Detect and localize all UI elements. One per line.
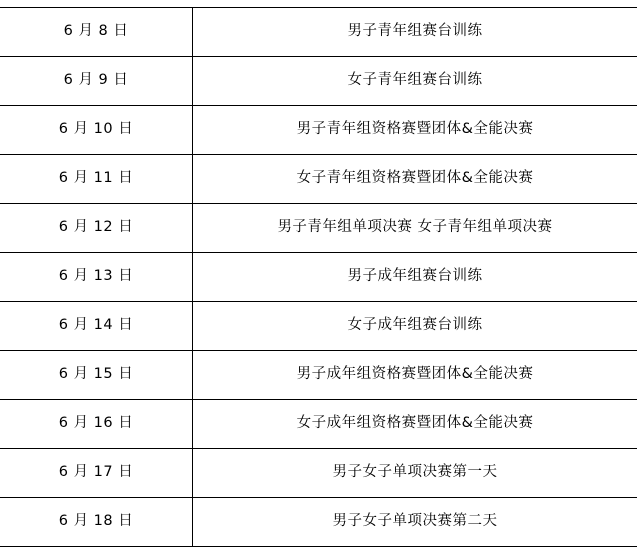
table-row — [0, 106, 637, 155]
table-row — [0, 351, 637, 400]
schedule-event-cell: 男子青年组赛台训练 — [193, 8, 637, 57]
schedule-event-cell: 女子青年组赛台训练 — [193, 57, 637, 106]
table-row — [0, 57, 637, 106]
competition-schedule-table — [0, 7, 637, 547]
schedule-date-cell: 6 月 18 日 — [0, 498, 193, 547]
schedule-event-cell: 男子青年组资格赛暨团体&全能决赛 — [193, 106, 637, 155]
schedule-event-cell: 男子成年组赛台训练 — [193, 253, 637, 302]
table-row — [0, 8, 637, 57]
table-row — [0, 155, 637, 204]
schedule-event-cell: 女子成年组资格赛暨团体&全能决赛 — [193, 400, 637, 449]
schedule-event-cell: 男子女子单项决赛第一天 — [193, 449, 637, 498]
table-row — [0, 302, 637, 351]
table-row — [0, 449, 637, 498]
schedule-date-cell: 6 月 11 日 — [0, 155, 193, 204]
schedule-date-cell: 6 月 17 日 — [0, 449, 193, 498]
schedule-date-cell: 6 月 12 日 — [0, 204, 193, 253]
schedule-date-cell: 6 月 16 日 — [0, 400, 193, 449]
schedule-date-cell: 6 月 9 日 — [0, 57, 193, 106]
schedule-date-cell: 6 月 10 日 — [0, 106, 193, 155]
schedule-date-cell: 6 月 8 日 — [0, 8, 193, 57]
schedule-date-cell: 6 月 13 日 — [0, 253, 193, 302]
table-row — [0, 253, 637, 302]
schedule-event-cell: 男子女子单项决赛第二天 — [193, 498, 637, 547]
schedule-table-body — [0, 8, 637, 547]
schedule-event-cell: 女子青年组资格赛暨团体&全能决赛 — [193, 155, 637, 204]
table-row — [0, 498, 637, 547]
table-row — [0, 400, 637, 449]
schedule-date-cell: 6 月 14 日 — [0, 302, 193, 351]
schedule-event-cell: 女子成年组赛台训练 — [193, 302, 637, 351]
schedule-date-cell: 6 月 15 日 — [0, 351, 193, 400]
schedule-event-cell: 男子青年组单项决赛 女子青年组单项决赛 — [193, 204, 637, 253]
schedule-event-cell: 男子成年组资格赛暨团体&全能决赛 — [193, 351, 637, 400]
table-row — [0, 204, 637, 253]
